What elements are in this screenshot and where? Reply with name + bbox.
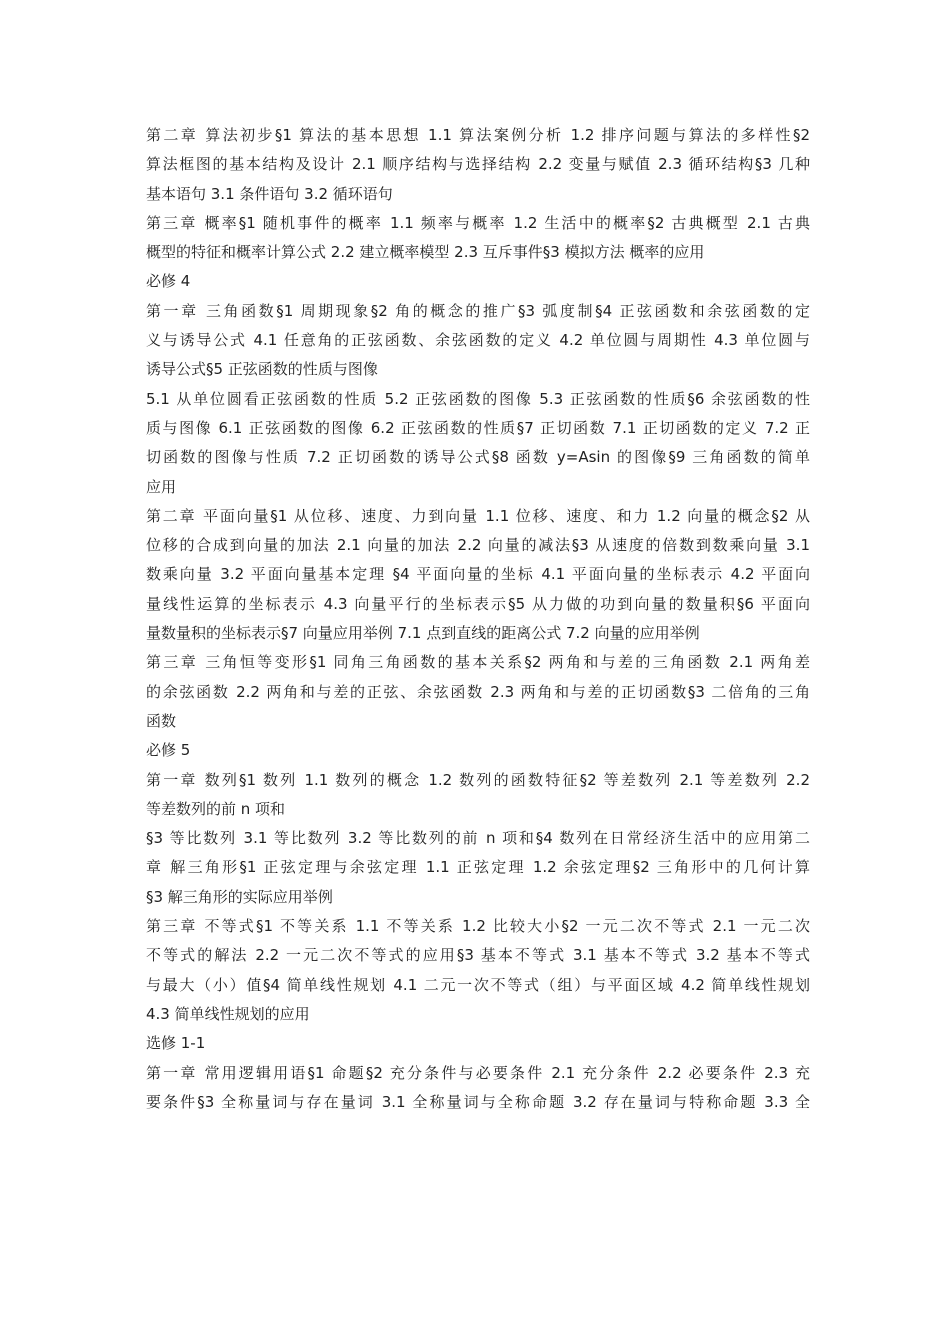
text-line: 与最大（小）值§4 简单线性规划 4.1 二元一次不等式（组）与平面区域 4.2 简单线性规划 — [146, 975, 810, 994]
text-line: 函数 — [146, 711, 177, 730]
text-line: 量线性运算的坐标表示 4.3 向量平行的坐标表示§5 从力做的功到向量的数量积§6 平面向 — [146, 594, 810, 613]
text-line: 诱导公式§5 正弦函数的性质与图像 — [146, 360, 378, 379]
text-line: 第一章 常用逻辑用语§1 命题§2 充分条件与必要条件 2.1 充分条件 2.2 必要条件 2.3 充 — [146, 1063, 810, 1082]
text-line: 第一章 数列§1 数列 1.1 数列的概念 1.2 数列的函数特征§2 等差数列 2.1 等差数列 2.2 — [146, 770, 810, 789]
text-line: §3 解三角形的实际应用举例 — [146, 887, 333, 906]
text-line: 的余弦函数 2.2 两角和与差的正弦、余弦函数 2.3 两角和与差的正切函数§3 二倍角的三角 — [146, 682, 810, 701]
text-line: 义与诱导公式 4.1 任意角的正弦函数、余弦函数的定义 4.2 单位圆与周期性 4.3 单位圆与 — [146, 331, 810, 350]
text-line: 质与图像 6.1 正弦函数的图像 6.2 正弦函数的性质§7 正切函数 7.1 正切函数的定义 7.2 正 — [146, 418, 810, 437]
section-heading: 选修 1-1 — [146, 1034, 206, 1053]
text-line: 4.3 简单线性规划的应用 — [146, 1004, 310, 1023]
section-heading: 必修 5 — [146, 741, 191, 760]
text-line: 要条件§3 全称量词与存在量词 3.1 全称量词与全称命题 3.2 存在量词与特称命题 3.3 全 — [146, 1092, 810, 1111]
text-line: 算法框图的基本结构及设计 2.1 顺序结构与选择结构 2.2 变量与赋值 2.3 循环结构§3 几种 — [146, 155, 810, 174]
text-line: 不等式的解法 2.2 一元二次不等式的应用§3 基本不等式 3.1 基本不等式 3.2 基本不等式 — [146, 946, 810, 965]
text-line: 第二章 算法初步§1 算法的基本思想 1.1 算法案例分析 1.2 排序问题与算法的多样性§2 — [146, 126, 810, 144]
text-line: 应用 — [146, 477, 177, 496]
document-body — [146, 121, 810, 1117]
text-line: §3 等比数列 3.1 等比数列 3.2 等比数列的前 n 项和§4 数列在日常经济生活中的应用第二 — [146, 829, 810, 848]
text-line: 第三章 概率§1 随机事件的概率 1.1 频率与概率 1.2 生活中的概率§2 古典概型 2.1 古典 — [146, 213, 810, 232]
text-line: 第三章 三角恒等变形§1 同角三角函数的基本关系§2 两角和与差的三角函数 2.1 两角差 — [146, 653, 810, 672]
text-line: 概型的特征和概率计算公式 2.2 建立概率模型 2.3 互斥事件§3 模拟方法 概率的应用 — [146, 243, 705, 262]
text-line: 第三章 不等式§1 不等关系 1.1 不等关系 1.2 比较大小§2 一元二次不等式 2.1 一元二次 — [146, 917, 810, 936]
text-line: 第二章 平面向量§1 从位移、速度、力到向量 1.1 位移、速度、和力 1.2 向量的概念§2 从 — [146, 506, 810, 525]
section-heading: 必修 4 — [146, 272, 191, 291]
text-line: 第一章 三角函数§1 周期现象§2 角的概念的推广§3 弧度制§4 正弦函数和余弦函数的定 — [146, 301, 810, 320]
text-line: 位移的合成到向量的加法 2.1 向量的加法 2.2 向量的减法§3 从速度的倍数到数乘向量 3.1 — [146, 536, 810, 555]
text-line: 5.1 从单位圆看正弦函数的性质 5.2 正弦函数的图像 5.3 正弦函数的性质§6 余弦函数的性 — [146, 389, 810, 408]
text-line: 章 解三角形§1 正弦定理与余弦定理 1.1 正弦定理 1.2 余弦定理§2 三角形中的几何计算 — [146, 858, 810, 877]
text-line: 切函数的图像与性质 7.2 正切函数的诱导公式§8 函数 y=Asin 的图像§9 三角函数的简单 — [146, 448, 810, 467]
text-line: 数乘向量 3.2 平面向量基本定理 §4 平面向量的坐标 4.1 平面向量的坐标表示 4.2 平面向 — [146, 565, 810, 584]
text-line: 等差数列的前 n 项和 — [146, 799, 286, 818]
text-line: 量数量积的坐标表示§7 向量应用举例 7.1 点到直线的距离公式 7.2 向量的应用举例 — [146, 624, 700, 643]
text-line: 基本语句 3.1 条件语句 3.2 循环语句 — [146, 184, 393, 203]
